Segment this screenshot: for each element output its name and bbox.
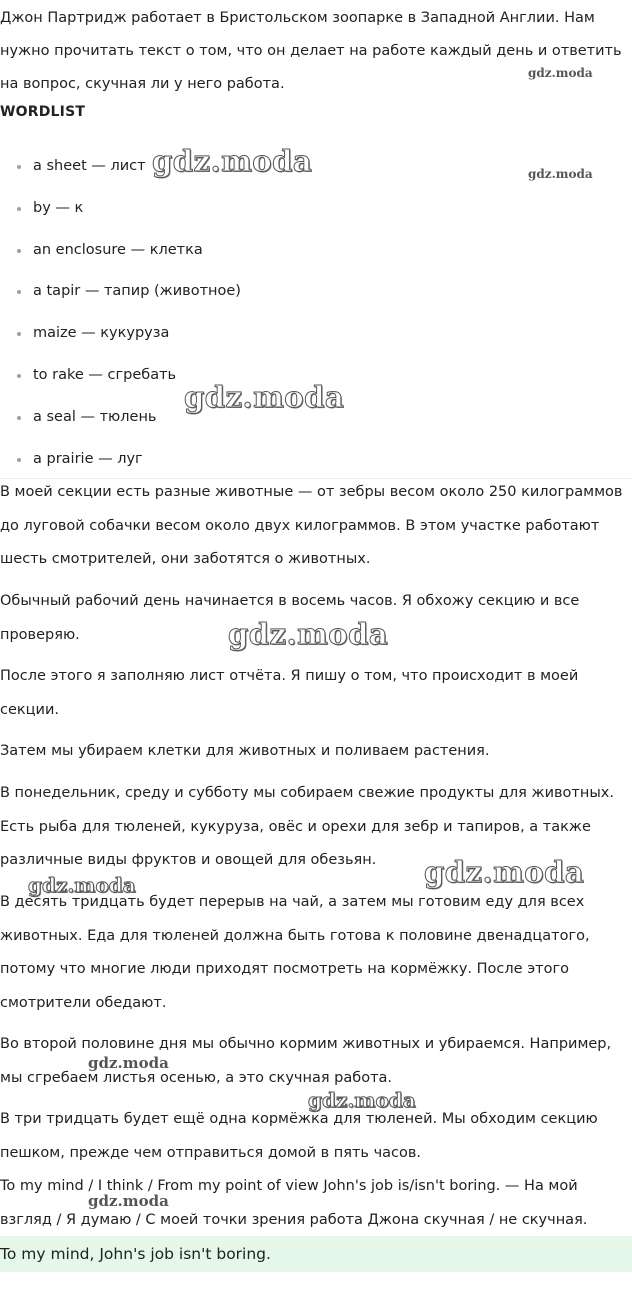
list-item: an enclosure — клетка: [0, 230, 241, 272]
wordlist: [0, 146, 241, 480]
watermark: gdz.moda: [228, 617, 389, 651]
answer-box: [0, 1236, 632, 1272]
list-item: a sheet — лист: [0, 146, 241, 188]
answer-text: To my mind, John's job isn't boring.: [0, 1245, 271, 1263]
paragraph: В три тридцать будет ещё одна кормёжка для тюленей. Мы обходим секцию пешком, прежде чем отправиться домой в пять часов.: [0, 1111, 598, 1161]
bullet-icon: [17, 416, 21, 420]
bullet-icon: [17, 165, 21, 169]
paragraph: To my mind / I think / From my point of view John's job is/isn't boring. — На мой взгляд / Я думаю / С моей точки зрения работа Джона скучная / не скучная.: [0, 1178, 588, 1228]
bullet-icon: [17, 458, 21, 462]
watermark: gdz.moda: [28, 873, 136, 897]
paragraph: После этого я заполняю лист отчёта. Я пишу о том, что происходит в моей секции.: [0, 668, 579, 718]
list-item: a prairie — луг: [0, 439, 241, 481]
watermark: gdz.moda: [184, 380, 345, 414]
paragraph: Во второй половине дня мы обычно кормим животных и убираемся. Например, мы сгребаем листья осенью, а это скучная работа.: [0, 1036, 612, 1086]
paragraph: Затем мы убираем клетки для животных и поливаем растения.: [0, 743, 490, 759]
watermark: gdz.moda: [88, 1192, 169, 1210]
bullet-icon: [17, 374, 21, 378]
list-item: to rake — сгребать: [0, 355, 241, 397]
paragraph: Обычный рабочий день начинается в восемь часов. Я обхожу секцию и все проверяю.: [0, 593, 580, 643]
bullet-icon: [17, 332, 21, 336]
list-item: by — к: [0, 188, 241, 230]
watermark: gdz.moda: [88, 1054, 169, 1072]
bullet-icon: [17, 290, 21, 294]
watermark: gdz.moda: [528, 66, 593, 80]
list-item: maize — кукуруза: [0, 313, 241, 355]
paragraph: В десять тридцать будет перерыв на чай, а затем мы готовим еду для всех животных. Еда для тюленей должна быть готова к половине двенадцатого, потому что многие люди приходят посмотреть на кормёжку. После этого смотрители обедают.: [0, 894, 590, 1011]
list-item: a seal — тюлень: [0, 397, 241, 439]
intro-text: Джон Партридж работает в Бристольском зоопарке в Западной Англии. Нам нужно прочитать текст о том, что он делает на работе каждый день и ответить на вопрос, скучная ли у него работа.: [0, 10, 622, 92]
wordlist-heading: WORDLIST: [0, 104, 86, 120]
paragraph: В понедельник, среду и субботу мы собираем свежие продукты для животных. Есть рыба для тюленей, кукуруза, овёс и орехи для зебр и тапиров, а также различные виды фруктов и овощей для обезьян.: [0, 785, 614, 868]
watermark: gdz.moda: [152, 144, 313, 178]
list-item: a tapir — тапир (животное): [0, 271, 241, 313]
paragraph: В моей секции есть разные животные — от зебры весом около 250 килограммов до луговой собачки весом около двух килограммов. В этом участке работают шесть смотрителей, они заботятся о животных.: [0, 484, 623, 567]
watermark: gdz.moda: [308, 1088, 416, 1112]
watermark: gdz.moda: [528, 167, 593, 181]
watermark: gdz.moda: [424, 855, 585, 889]
bullet-icon: [17, 207, 21, 211]
bullet-icon: [17, 249, 21, 253]
